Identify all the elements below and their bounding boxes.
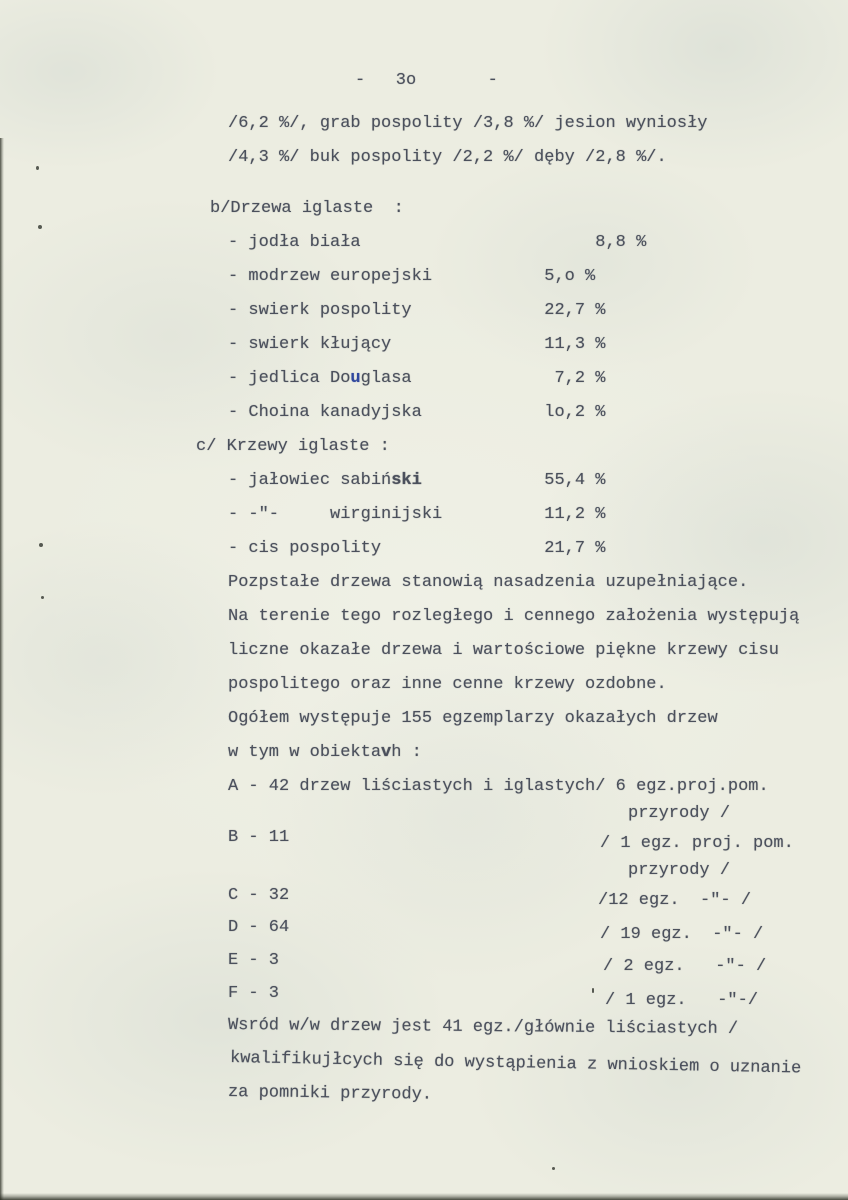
object-row-b — [228, 828, 794, 853]
object-detail: / 1 egz. -"-/ — [605, 991, 759, 1010]
ink-speck — [592, 988, 594, 993]
list-item-jalowiec — [228, 471, 605, 491]
scan-edge-left — [0, 138, 4, 1200]
object-row-f — [228, 984, 759, 1010]
list-item-jedlica — [228, 369, 605, 389]
text-segment: h : — [391, 743, 422, 762]
ink-speck — [36, 166, 39, 170]
closing-line-1: Wsród w/w drzew jest 41 egz./głównie liściastych / — [227, 1016, 739, 1040]
intro-line-1: /6,2 %/, grab pospolity /3,8 %/ jesion wyniosły — [228, 114, 708, 133]
list-item-swierk-klujacy: - swierk kłujący 11,3 % — [228, 335, 606, 354]
text-segment: w tym w obiekta — [228, 743, 382, 762]
overstruck-letters: ski — [391, 471, 422, 490]
scan-edge-bottom — [0, 1193, 848, 1200]
paragraph-line-2: Na terenie tego rozległego i cennego założenia występują — [228, 607, 800, 626]
section-c-heading: c/ Krzewy iglaste : — [196, 437, 390, 456]
object-label: F - 3 — [228, 984, 280, 1003]
object-detail: / 1 egz. proj. pom. — [600, 834, 794, 853]
object-detail: 6 egz.proj.pom. — [605, 777, 769, 796]
object-label: C - 32 — [228, 886, 290, 905]
section-b-heading: b/Drzewa iglaste : — [210, 199, 404, 218]
ink-speck — [38, 225, 42, 229]
object-detail: / 19 egz. -"- / — [600, 925, 764, 944]
paragraph-line-4: pospolitego oraz inne cenne krzewy ozdobne. — [228, 675, 667, 694]
ink-speck — [39, 543, 43, 547]
ink-speck — [41, 596, 44, 599]
text-segment: glasa 7,2 % — [360, 369, 606, 388]
object-detail-przyrody: przyrody / — [628, 804, 731, 823]
page-number: - 3o - — [355, 71, 498, 90]
text-segment: - jałowiec sabiń — [228, 471, 392, 490]
object-row-e — [228, 951, 767, 976]
closing-line-2: kwalifikujłcych się do wystąpienia z wnioskiem o uznanie — [229, 1049, 802, 1079]
list-item-cis: - cis pospolity 21,7 % — [228, 539, 606, 558]
object-detail: / 2 egz. -"- / — [603, 957, 767, 976]
object-label: B - 11 — [228, 828, 290, 847]
object-detail-przyrody: przyrody / — [628, 861, 731, 880]
object-detail: /12 egz. -"- / — [598, 891, 752, 910]
text-segment: - jedlica Do — [228, 369, 351, 388]
object-label: A - 42 drzew liściastych i iglastych/ — [228, 777, 606, 796]
paragraph-line-5: Ogółem występuje 155 egzemplarzy okazałych drzew — [228, 709, 718, 728]
list-item-modrzew: - modrzew europejski 5,o % — [228, 267, 596, 286]
overstruck-letter: u — [350, 369, 361, 388]
object-row-a — [228, 777, 769, 797]
closing-line-3: za pomniki przyrody. — [227, 1083, 433, 1105]
object-label: D - 64 — [228, 918, 290, 937]
object-row-c — [228, 886, 752, 910]
list-item-wirginijski: - -"- wirginijski 11,2 % — [228, 505, 606, 524]
overstruck-letter: v — [381, 743, 392, 762]
object-row-d — [228, 918, 764, 944]
ink-speck — [552, 1167, 555, 1170]
text-segment: 55,4 % — [421, 471, 606, 490]
obiekty-heading — [228, 743, 422, 763]
paragraph-line-3: liczne okazałe drzewa i wartościowe piękne krzewy cisu — [228, 641, 779, 660]
list-item-swierk-pospolity: - swierk pospolity 22,7 % — [228, 301, 606, 320]
object-label: E - 3 — [228, 951, 280, 970]
paragraph-line-1: Pozpstałe drzewa stanowią nasadzenia uzupełniające. — [228, 573, 749, 592]
list-item-jodla: - jodła biała 8,8 % — [228, 233, 647, 252]
intro-line-2: /4,3 %/ buk pospolity /2,2 %/ dęby /2,8 %/. — [228, 148, 667, 167]
list-item-choina: - Choina kanadyjska lo,2 % — [228, 403, 606, 422]
